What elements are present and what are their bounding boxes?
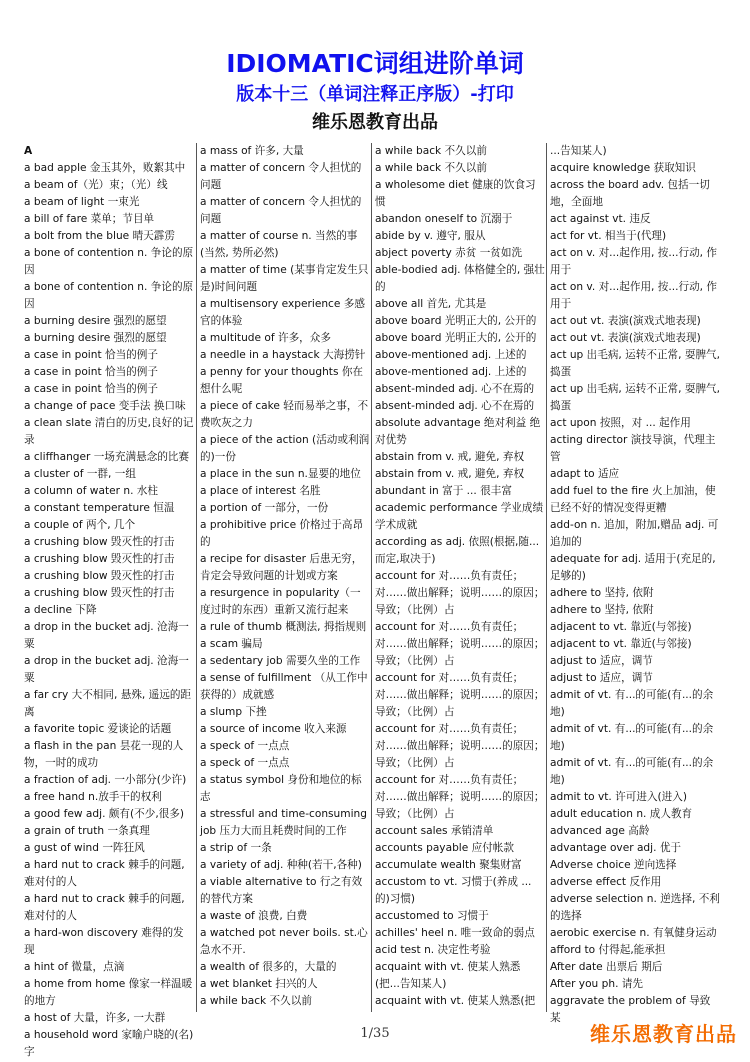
- glossary-entry: adapt to 适应: [550, 468, 620, 480]
- glossary-entry: a grain of truth 一条真理: [24, 825, 150, 837]
- glossary-entry: admit of vt. 有...的可能(有...的余地): [550, 723, 714, 752]
- glossary-entry: acid test n. 决定性考验: [375, 944, 491, 956]
- glossary-entry: a beam of（光）束；（光）线: [24, 179, 168, 191]
- glossary-entry: a multisensory experience 多感官的体验: [200, 298, 365, 327]
- watermark-logo: 维乐恩教育出品: [590, 1022, 737, 1046]
- glossary-entry: a cluster of 一群, 一组: [24, 468, 136, 480]
- glossary-entry: a status symbol 身份和地位的标志: [200, 774, 362, 803]
- glossary-entry: above board 光明正大的, 公开的: [375, 332, 537, 344]
- glossary-entry: a bad apple 金玉其外，败絮其中: [24, 162, 186, 174]
- glossary-entry: acquaint with vt. 使某人熟悉(把...告知某人): [375, 961, 521, 990]
- glossary-entry: adjust to 适应，调节: [550, 672, 653, 684]
- glossary-entry: a bone of contention n. 争论的原因: [24, 247, 194, 276]
- glossary-entry: a fraction of adj. 一小部分(少许): [24, 774, 187, 786]
- glossary-entry: account for 对……负有责任；对……做出解释；说明……的原因；导致；（比例）占: [375, 621, 545, 667]
- glossary-entry: a crushing blow 毁灭性的打击: [24, 536, 175, 548]
- glossary-entry: a hint of 微量，点滴: [24, 961, 125, 973]
- glossary-entry: a beam of light 一束光: [24, 196, 140, 208]
- glossary-entry: a clean slate 清白的历史,良好的记录: [24, 417, 194, 446]
- glossary-entry: adequate for adj. 适用于(充足的,足够的): [550, 553, 716, 582]
- glossary-entry: a sense of fulfillment （从工作中获得的）成就感: [200, 672, 368, 701]
- glossary-entry: adjacent to vt. 靠近(与邻接): [550, 621, 692, 633]
- glossary-entry: adjacent to vt. 靠近(与邻接): [550, 638, 692, 650]
- glossary-entry: advanced age 高龄: [550, 825, 650, 837]
- glossary-entry: a scam 骗局: [200, 638, 263, 650]
- glossary-entry: a penny for your thoughts 你在想什么呢: [200, 366, 364, 395]
- glossary-entry: abstain from v. 戒, 避免, 弃权: [375, 468, 525, 480]
- glossary-column-1: [24, 143, 194, 1058]
- glossary-entry: a mass of 许多, 大量: [200, 145, 304, 157]
- glossary-entry: a constant temperature 恒温: [24, 502, 175, 514]
- glossary-entry: a source of income 收入来源: [200, 723, 347, 735]
- glossary-entry: a wet blanket 扫兴的人: [200, 978, 318, 990]
- glossary-entry: adverse effect 反作用: [550, 876, 662, 888]
- glossary-entry: a matter of concern 令人担忧的问题: [200, 162, 362, 191]
- glossary-entry: a hard-won discovery 难得的发现: [24, 927, 184, 956]
- glossary-entry: a free hand n.放手干的权利: [24, 791, 162, 803]
- glossary-entry: add-on n. 追加，附加,赠品 adj. 可追加的: [550, 519, 719, 548]
- glossary-entry: adhere to 坚持, 依附: [550, 604, 654, 616]
- glossary-entry: a far cry 大不相同, 悬殊, 遥远的距离: [24, 689, 192, 718]
- glossary-entry: After date 出票后 期后: [550, 961, 663, 973]
- glossary-entry: a column of water n. 水柱: [24, 485, 158, 497]
- glossary-entry: a recipe for disaster 后患无穷，肯定会导致问题的计划或方案: [200, 553, 363, 582]
- glossary-entry: adjust to 适应，调节: [550, 655, 653, 667]
- glossary-entry: a case in point 恰当的例子: [24, 383, 158, 395]
- glossary-entry: account sales 承销清单: [375, 825, 494, 837]
- glossary-entry: a crushing blow 毁灭性的打击: [24, 570, 175, 582]
- glossary-entry: a speck of 一点点: [200, 740, 290, 752]
- glossary-entry: a decline 下降: [24, 604, 97, 616]
- glossary-entry: adverse selection n. 逆选择, 不利的选择: [550, 893, 720, 922]
- glossary-entry: After you ph. 请先: [550, 978, 643, 990]
- document-title: IDIOMATIC词组进阶单词: [226, 49, 524, 78]
- glossary-entry: a good few adj. 颇有(不少,很多): [24, 808, 185, 820]
- glossary-entry: Adverse choice 逆向选择: [550, 859, 677, 871]
- glossary-entry: a couple of 两个, 几个: [24, 519, 136, 531]
- glossary-entry: across the board adv. 包括一切地，全面地: [550, 179, 710, 208]
- glossary-entry: a matter of time (某事肯定发生只是)时间问题: [200, 264, 369, 293]
- glossary-entry: a piece of the action (活动或利润的)一份: [200, 434, 370, 463]
- glossary-entry: accounts payable 应付帐款: [375, 842, 514, 854]
- glossary-entry: a burning desire 强烈的愿望: [24, 332, 167, 344]
- glossary-entry: afford to 付得起,能承担: [550, 944, 666, 956]
- glossary-entry: a case in point 恰当的例子: [24, 349, 158, 361]
- glossary-entry: above-mentioned adj. 上述的: [375, 349, 527, 361]
- glossary-entry: aerobic exercise n. 有氧健身运动: [550, 927, 717, 939]
- glossary-entry: accustom to vt. 习惯于(养成 ... 的)习惯): [375, 876, 532, 905]
- glossary-entry: a portion of 一部分，一份: [200, 502, 329, 514]
- glossary-entry: a piece of cake 轻而易举之事，不费吹灰之力: [200, 400, 369, 429]
- glossary-entry: a hard nut to crack 棘手的问题,难对付的人: [24, 893, 185, 922]
- glossary-entry: a bone of contention n. 争论的原因: [24, 281, 194, 310]
- glossary-entry: a flash in the pan 昙花一现的人物，一时的成功: [24, 740, 184, 769]
- glossary-entry: act up 出毛病, 运转不正常, 耍脾气, 捣蛋: [550, 349, 721, 378]
- glossary-column-4: [550, 143, 721, 1024]
- glossary-entry: act against vt. 违反: [550, 213, 651, 225]
- glossary-entry: adult education n. 成人教育: [550, 808, 693, 820]
- glossary-entry: a while back 不久以前: [375, 145, 487, 157]
- glossary-entry: a crushing blow 毁灭性的打击: [24, 553, 175, 565]
- glossary-entry: a needle in a haystack 大海捞针: [200, 349, 366, 361]
- glossary-entry: account for 对……负有责任；对……做出解释；说明……的原因；导致；（比例）占: [375, 723, 545, 769]
- glossary-entry: a while back 不久以前: [375, 162, 487, 174]
- glossary-entry: a matter of concern 令人担忧的问题: [200, 196, 362, 225]
- glossary-entry: a wholesome diet 健康的饮食习惯: [375, 179, 536, 208]
- glossary-entry: a strip of 一条: [200, 842, 272, 854]
- glossary-entry: a bolt from the blue 晴天霹雳: [24, 230, 175, 242]
- glossary-entry: a resurgence in popularity（一度过时的东西）重新又流行起来: [200, 587, 361, 616]
- glossary-entry: absent-minded adj. 心不在焉的: [375, 383, 535, 395]
- glossary-entry: a gust of wind 一阵狂风: [24, 842, 145, 854]
- glossary-entry: acquaint with vt. 使某人熟悉(把: [375, 995, 536, 1007]
- glossary-entry: a place in the sun n.显要的地位: [200, 468, 361, 480]
- glossary-entry: a case in point 恰当的例子: [24, 366, 158, 378]
- glossary-entry: a slump 下挫: [200, 706, 267, 718]
- glossary-entry: a bill of fare 菜单；节目单: [24, 213, 155, 225]
- glossary-entry: a household word 家喻户晓的(名)字: [24, 1029, 194, 1058]
- glossary-entry: academic performance 学业成绩 学术成就: [375, 502, 544, 531]
- glossary-entry: a watched pot never boils. st.心急水不开.: [200, 927, 368, 956]
- glossary-entry: a place of interest 名胜: [200, 485, 321, 497]
- glossary-entry: above-mentioned adj. 上述的: [375, 366, 527, 378]
- glossary-entry: abandon oneself to 沉溺于: [375, 213, 513, 225]
- glossary-entry: achilles' heel n. 唯一致命的弱点: [375, 927, 535, 939]
- glossary-column-2: [200, 143, 370, 1013]
- glossary-entry: act on v. 对...起作用, 按...行动, 作用于: [550, 281, 718, 310]
- glossary-entry: a viable alternative to 行之有效的替代方案: [200, 876, 363, 905]
- glossary-entry: abide by v. 遵守, 服从: [375, 230, 486, 242]
- glossary-entry: account for 对……负有责任；对……做出解释；说明……的原因；导致；（比例）占: [375, 672, 545, 718]
- glossary-entry: add fuel to the fire 火上加油，使已经不好的情况变得更糟: [550, 485, 716, 514]
- glossary-entry: a home from home 像家一样温暖的地方: [24, 978, 193, 1007]
- glossary-entry: a prohibitive price 价格过于高昂的: [200, 519, 364, 548]
- glossary-entry: a burning desire 强烈的愿望: [24, 315, 167, 327]
- glossary-entry: a matter of course n. 当然的事(当然, 势所必然): [200, 230, 358, 259]
- glossary-entry: acquire knowledge 获取知识: [550, 162, 696, 174]
- glossary-entry: abundant in 富于 ... 很丰富: [375, 485, 512, 497]
- glossary-entry: aggravate the problem of 导致某: [550, 995, 711, 1024]
- glossary-entry: a stressful and time-consuming job 压力大而且耗费时间的工作: [200, 808, 367, 837]
- glossary-entry: a drop in the bucket adj. 沧海一粟: [24, 655, 189, 684]
- glossary-entry: absent-minded adj. 心不在焉的: [375, 400, 535, 412]
- glossary-entry: act for vt. 相当于(代理): [550, 230, 667, 242]
- glossary-entry: a speck of 一点点: [200, 757, 290, 769]
- glossary-entry: a rule of thumb 概测法, 拇指规则: [200, 621, 367, 633]
- publisher-line: 维乐恩教育出品: [312, 112, 438, 133]
- glossary-entry: absolute advantage 绝对利益 绝对优势: [375, 417, 541, 446]
- glossary-entry: above all 首先, 尤其是: [375, 298, 487, 310]
- glossary-entry: act out vt. 表演(演戏式地表现): [550, 315, 701, 327]
- glossary-entry: acting director 演技导演，代理主管: [550, 434, 716, 463]
- glossary-entry: adhere to 坚持, 依附: [550, 587, 654, 599]
- glossary-entry: abject poverty 赤贫 一贫如洗: [375, 247, 523, 259]
- glossary-entry: above board 光明正大的, 公开的: [375, 315, 537, 327]
- glossary-entry: a waste of 浪费, 白费: [200, 910, 308, 922]
- glossary-entry: a favorite topic 爱谈论的话题: [24, 723, 172, 735]
- glossary-entry: a cliffhanger 一场充满悬念的比赛: [24, 451, 190, 463]
- glossary-entry: act on v. 对...起作用, 按...行动, 作用于: [550, 247, 718, 276]
- glossary-entry: a drop in the bucket adj. 沧海一粟: [24, 621, 189, 650]
- glossary-entry: abstain from v. 戒, 避免, 弃权: [375, 451, 525, 463]
- glossary-entry: according as adj. 依照(根据,随...而定,取决于): [375, 536, 540, 565]
- glossary-entry: accumulate wealth 聚集财富: [375, 859, 522, 871]
- glossary-entry: admit of vt. 有...的可能(有...的余地): [550, 757, 714, 786]
- glossary-entry: admit to vt. 许可进入(进入): [550, 791, 687, 803]
- glossary-entry: account for 对……负有责任；对……做出解释；说明……的原因；导致；（比例）占: [375, 774, 545, 820]
- glossary-entry: act out vt. 表演(演戏式地表现): [550, 332, 701, 344]
- glossary-entry: a sedentary job 需要久坐的工作: [200, 655, 361, 667]
- glossary-entry: admit of vt. 有...的可能(有...的余地): [550, 689, 714, 718]
- glossary-entry: act upon 按照，对 ... 起作用: [550, 417, 691, 429]
- glossary-entry: a host of 大量，许多, 一大群: [24, 1012, 166, 1024]
- glossary-entry: advantage over adj. 优于: [550, 842, 682, 854]
- document-subtitle: 版本十三（单词注释正序版）-打印: [236, 84, 514, 105]
- glossary-entry: ...告知某人): [550, 145, 607, 157]
- glossary-entry: account for 对……负有责任；对……做出解释；说明……的原因；导致；（比例）占: [375, 570, 545, 616]
- glossary-entry: accustomed to 习惯于: [375, 910, 489, 922]
- glossary-entry: a hard nut to crack 棘手的问题,难对付的人: [24, 859, 185, 888]
- glossary-entry: a variety of adj. 种种(若干,各种): [200, 859, 362, 871]
- section-letter: A: [24, 145, 33, 157]
- glossary-entry: a multitude of 许多，众多: [200, 332, 331, 344]
- glossary-column-3: [375, 143, 545, 1013]
- glossary-entry: a while back 不久以前: [200, 995, 312, 1007]
- page-number: 1/35: [360, 1026, 390, 1041]
- glossary-entry: a change of pace 变手法 换口味: [24, 400, 186, 412]
- glossary-entry: act up 出毛病, 运转不正常, 耍脾气, 捣蛋: [550, 383, 721, 412]
- glossary-entry: a crushing blow 毁灭性的打击: [24, 587, 175, 599]
- glossary-entry: able-bodied adj. 体格健全的, 强壮的: [375, 264, 545, 293]
- glossary-entry: a wealth of 很多的，大量的: [200, 961, 337, 973]
